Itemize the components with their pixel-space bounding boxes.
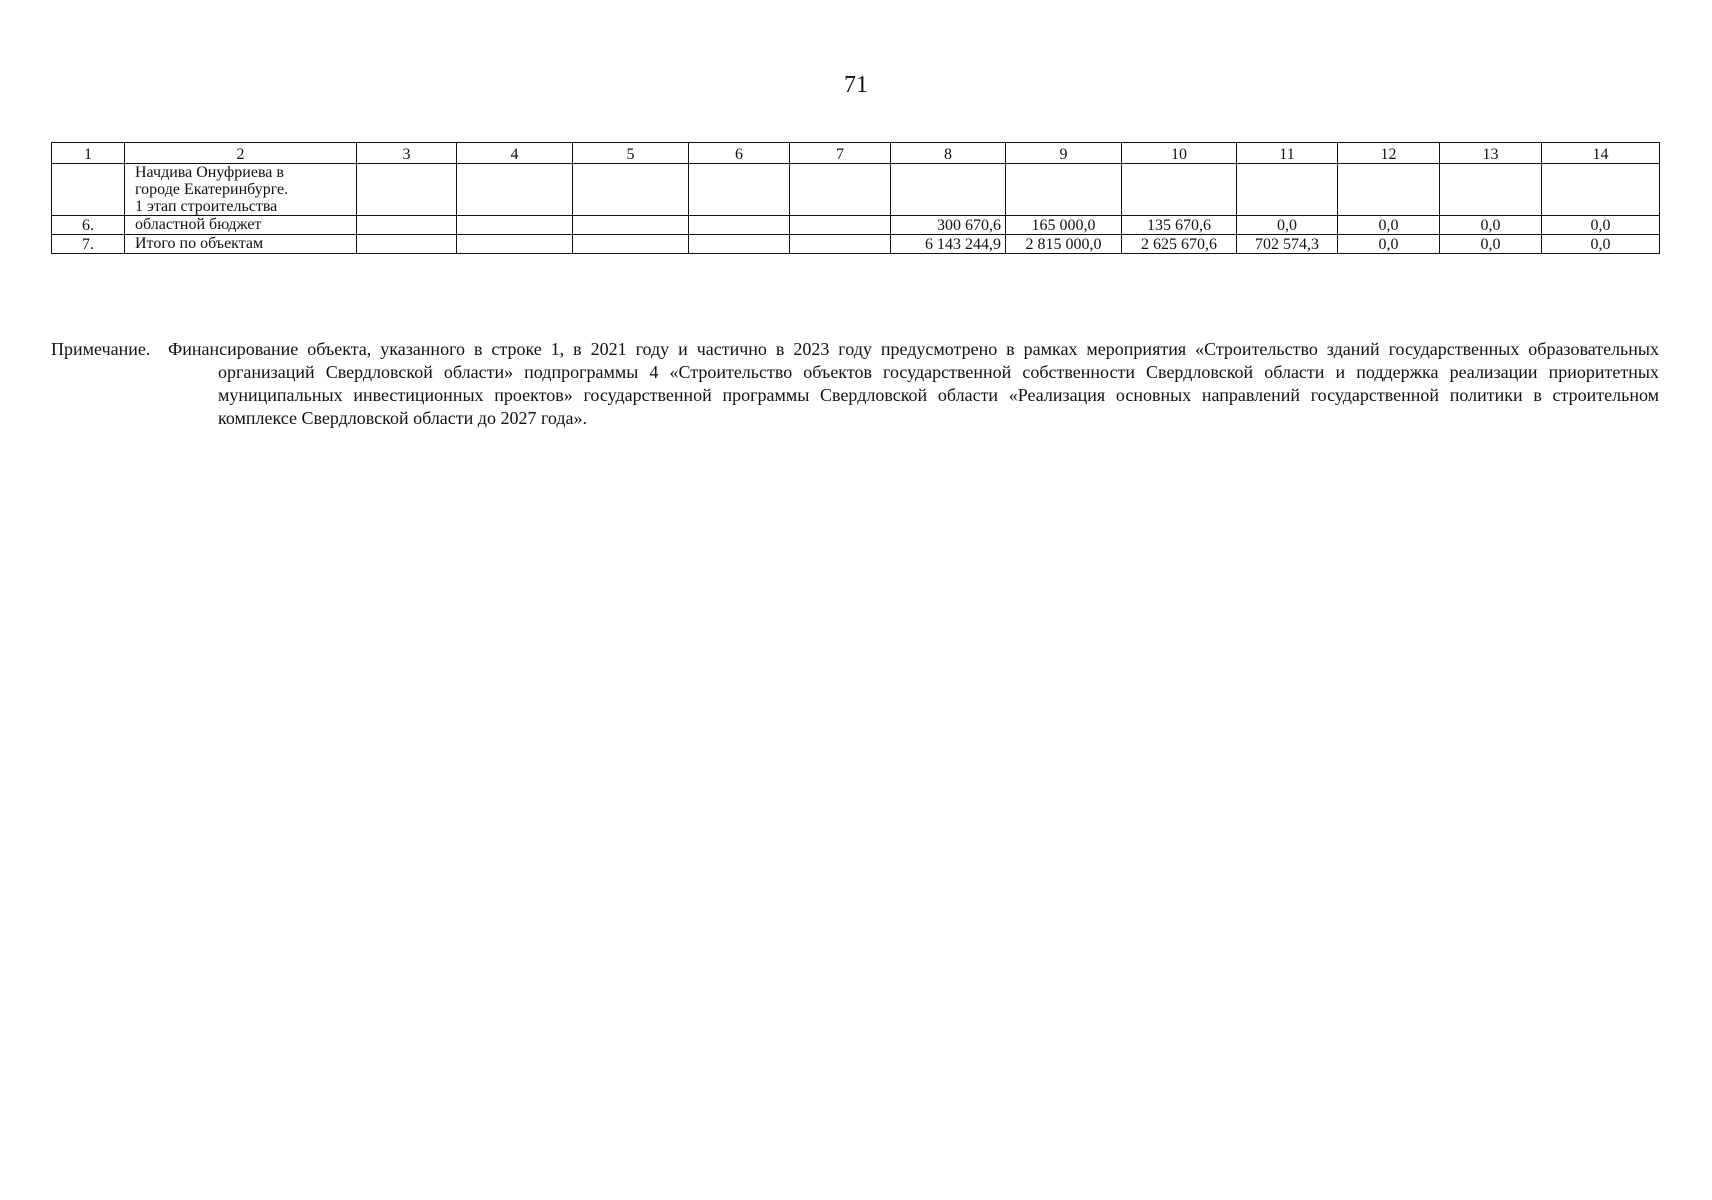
column-number: 10 bbox=[1122, 143, 1237, 164]
row-number: 6. bbox=[52, 216, 125, 235]
column-number: 3 bbox=[357, 143, 457, 164]
column-number: 8 bbox=[891, 143, 1006, 164]
value-cell: 0,0 bbox=[1338, 235, 1440, 254]
row-name: Итого по объектам bbox=[125, 235, 357, 254]
continuation-row bbox=[52, 164, 1660, 216]
value-cell: 0,0 bbox=[1542, 235, 1660, 254]
value-cell: 2 625 670,6 bbox=[1122, 235, 1237, 254]
page-number: 71 bbox=[844, 72, 868, 98]
object-name-line: Начдива Онуфриева в bbox=[135, 164, 284, 181]
value-cell: 6 143 244,9 bbox=[891, 235, 1006, 254]
column-number: 2 bbox=[125, 143, 357, 164]
value-cell: 702 574,3 bbox=[1237, 235, 1338, 254]
value-cell: 0,0 bbox=[1542, 216, 1660, 235]
column-number: 4 bbox=[457, 143, 573, 164]
value-cell: 135 670,6 bbox=[1122, 216, 1237, 235]
value-cell: 0,0 bbox=[1440, 235, 1542, 254]
budget-table bbox=[51, 142, 1660, 254]
value-cell: 0,0 bbox=[1237, 216, 1338, 235]
column-number: 13 bbox=[1440, 143, 1542, 164]
value-cell: 2 815 000,0 bbox=[1006, 235, 1122, 254]
column-number: 11 bbox=[1237, 143, 1338, 164]
row-name: областной бюджет bbox=[125, 216, 357, 235]
footnote-label: Примечание. bbox=[51, 339, 151, 359]
footnote bbox=[51, 338, 1659, 430]
row-number: 7. bbox=[52, 235, 125, 254]
column-number: 9 bbox=[1006, 143, 1122, 164]
value-cell: 300 670,6 bbox=[891, 216, 1006, 235]
footnote-text: Финансирование объекта, указанного в строке 1, в 2021 году и частично в 2023 году предусмотрено в рамках мероприятия «Строительство зданий государственных образовательных организаций Свердловской области» подпрограммы 4 «Строительство объектов государственной собственности Свердловской области и поддержка реализации приоритетных муниципальных инвестиционных проектов» государственной программы Свердловской области «Реализация основных направлений государственной политики в строительном комплексе Свердловской области до 2027 года». bbox=[168, 339, 1659, 428]
value-cell: 0,0 bbox=[1440, 216, 1542, 235]
value-cell: 165 000,0 bbox=[1006, 216, 1122, 235]
object-name-line: 1 этап строительства bbox=[135, 198, 278, 215]
column-number: 6 bbox=[689, 143, 790, 164]
column-number: 7 bbox=[790, 143, 891, 164]
object-name-continuation bbox=[125, 164, 357, 216]
column-number: 12 bbox=[1338, 143, 1440, 164]
column-number: 1 bbox=[52, 143, 125, 164]
column-number: 5 bbox=[573, 143, 689, 164]
column-number-row bbox=[52, 143, 1660, 164]
column-number: 14 bbox=[1542, 143, 1660, 164]
table-row bbox=[52, 216, 1660, 235]
table-row bbox=[52, 235, 1660, 254]
value-cell: 0,0 bbox=[1338, 216, 1440, 235]
object-name-line: городе Екатеринбурге. bbox=[135, 181, 289, 198]
